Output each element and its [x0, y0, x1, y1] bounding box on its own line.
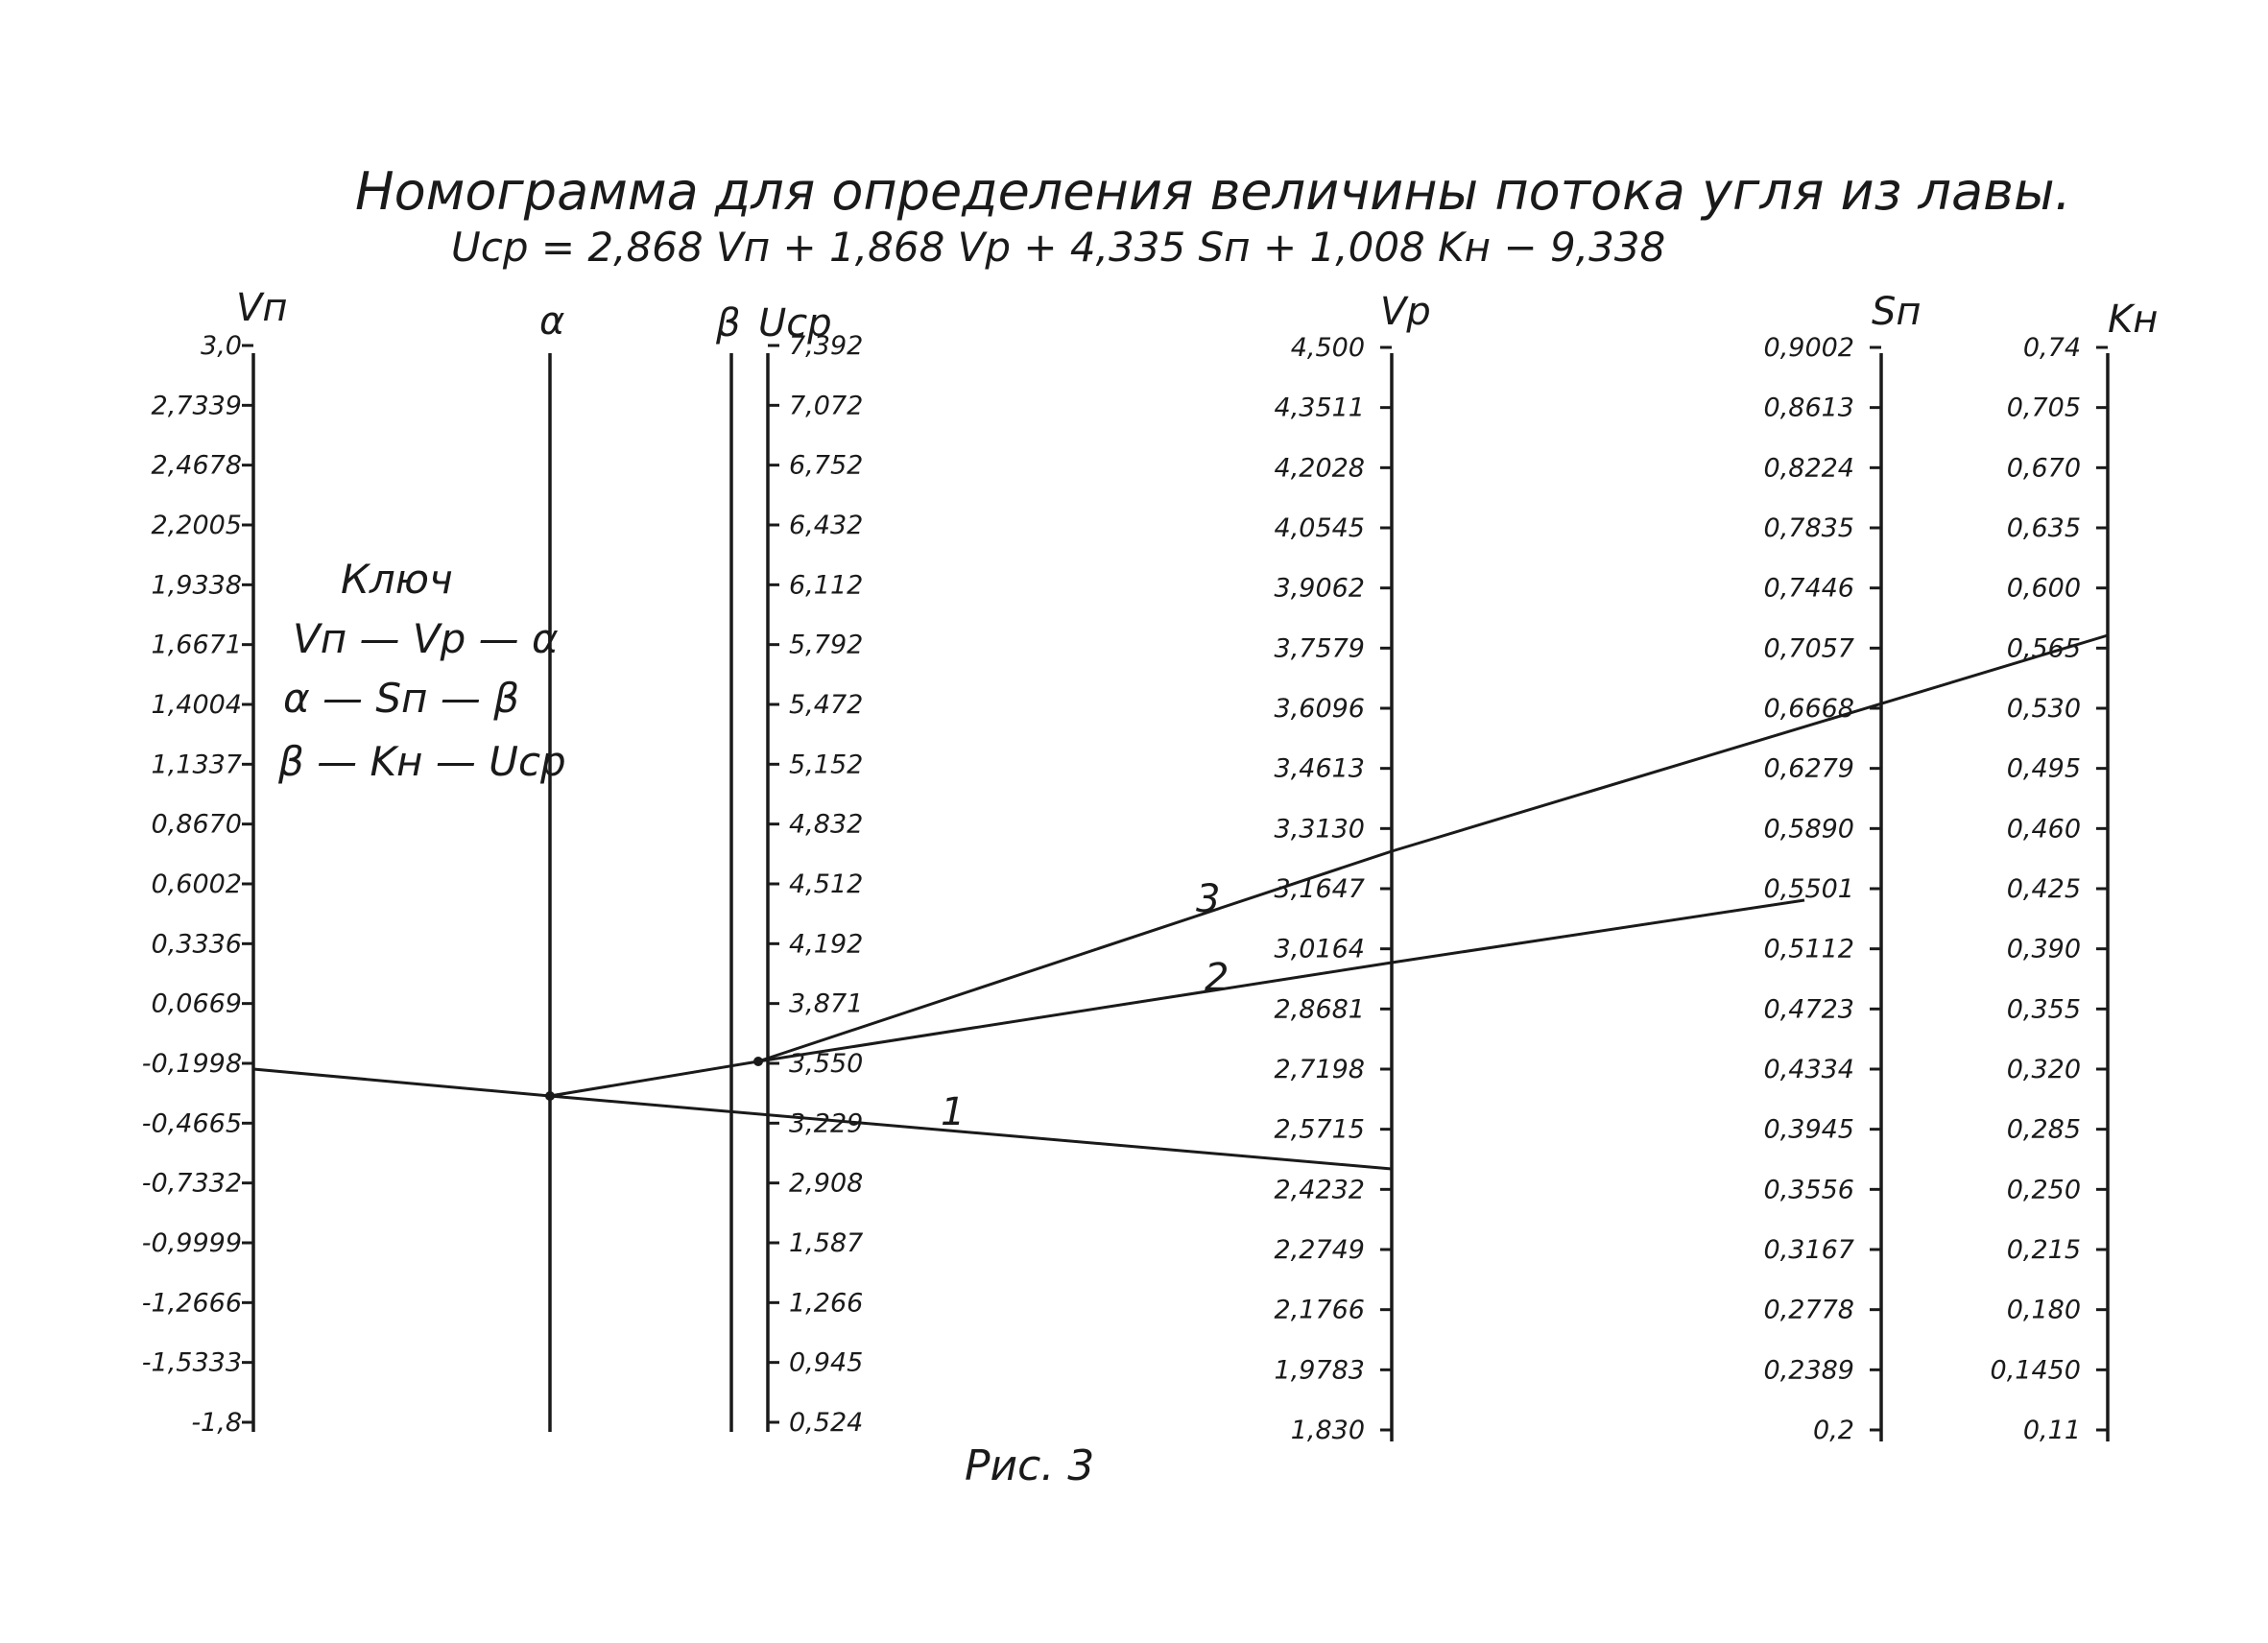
tick-label-kn: 0,250	[2006, 1175, 2081, 1205]
tick-label-vn: 3,0	[201, 331, 242, 361]
tick-label-kn: 0,460	[2006, 814, 2081, 845]
axis-name-sn: Sп	[1872, 290, 1922, 334]
tick-label-vn: 0,8670	[151, 809, 242, 840]
ticks-vp	[1275, 333, 1392, 1445]
axis-name-ucp: Uср	[758, 301, 832, 345]
tick-label-kn: 0,530	[2006, 694, 2081, 724]
tick-label-vn: 1,9338	[151, 570, 242, 601]
axis-name-beta: β	[716, 301, 741, 345]
key-row-1: Vп — Vр — α	[293, 615, 559, 662]
tick-label-vn: 0,0669	[151, 988, 242, 1019]
tick-label-vn: 1,4004	[151, 690, 242, 720]
nomogram-title: Номограмма для определения величины потока угля из лавы.	[355, 161, 2071, 222]
tick-label-kn: 0,495	[2006, 753, 2081, 784]
tick-label-vn: -1,5333	[141, 1347, 242, 1378]
tick-label-vp: 2,4232	[1274, 1175, 1365, 1205]
tick-label-vn: 2,7339	[151, 391, 242, 421]
tick-label-ucp: 4,832	[789, 809, 864, 840]
solution-line-3b	[1392, 635, 2108, 851]
tick-label-vn: -0,9999	[141, 1228, 242, 1258]
tick-label-vn: -0,1998	[141, 1049, 242, 1079]
tick-label-ucp: 4,512	[789, 869, 864, 899]
tick-label-ucp: 7,392	[789, 331, 864, 361]
tick-label-sn: 0,2	[1813, 1416, 1854, 1445]
axis-name-kn: Kн	[2108, 298, 2159, 342]
tick-label-kn: 0,390	[2006, 934, 2081, 964]
tick-label-kn: 0,1450	[1990, 1355, 2081, 1386]
tick-label-vn: 0,6002	[151, 869, 242, 899]
tick-label-vn: 1,1337	[151, 750, 242, 780]
tick-label-kn: 0,355	[2006, 994, 2081, 1025]
tick-label-kn: 0,285	[2006, 1114, 2081, 1145]
tick-label-vp: 3,3130	[1274, 814, 1365, 845]
solution-line-alpha-beta	[550, 1061, 758, 1096]
solution-line-label-2: 2	[1205, 956, 1229, 1000]
tick-label-vp: 2,7198	[1274, 1055, 1365, 1084]
tick-label-ucp: 3,871	[789, 988, 864, 1019]
tick-label-vn: -1,8	[191, 1408, 242, 1438]
key-legend	[277, 556, 566, 785]
nomogram-formula: Uср = 2,868 Vп + 1,868 Vр + 4,335 Sп + 1,008 Kн − 9,338	[451, 224, 1666, 271]
tick-label-kn: 0,180	[2006, 1295, 2081, 1325]
tick-label-vp: 1,830	[1290, 1416, 1365, 1445]
key-row-2: α — Sп — β	[283, 675, 520, 722]
tick-label-ucp: 6,432	[789, 511, 864, 540]
tick-label-kn: 0,670	[2006, 453, 2081, 484]
tick-label-vp: 1,9783	[1274, 1355, 1365, 1386]
tick-label-vp: 4,0545	[1274, 513, 1365, 543]
tick-label-sn: 0,4723	[1763, 994, 1854, 1025]
tick-label-ucp: 0,945	[789, 1347, 864, 1378]
tick-label-kn: 0,425	[2006, 874, 2081, 904]
tick-label-vp: 3,1647	[1274, 874, 1365, 904]
tick-label-kn: 0,215	[2006, 1235, 2081, 1265]
tick-label-ucp: 6,112	[789, 570, 864, 601]
tick-label-kn: 0,11	[2022, 1416, 2081, 1445]
tick-label-ucp: 3,550	[789, 1049, 864, 1079]
tick-label-ucp: 7,072	[789, 391, 864, 421]
tick-label-sn: 0,5890	[1763, 814, 1854, 845]
tick-label-vp: 2,2749	[1274, 1235, 1365, 1265]
tick-label-vn: -0,7332	[141, 1168, 242, 1199]
tick-label-vn: -1,2666	[141, 1288, 242, 1319]
tick-label-sn: 0,7446	[1763, 573, 1854, 604]
tick-label-sn: 0,5112	[1763, 934, 1854, 964]
tick-label-sn: 0,8224	[1763, 453, 1854, 484]
tick-label-sn: 0,2389	[1763, 1355, 1854, 1386]
tick-label-vn: 0,3336	[151, 929, 242, 960]
ticks-vn	[142, 331, 253, 1438]
ticks-kn	[1991, 333, 2108, 1445]
tick-label-sn: 0,9002	[1763, 333, 1854, 363]
tick-label-vp: 4,2028	[1274, 453, 1365, 484]
tick-label-vp: 3,9062	[1274, 573, 1365, 604]
tick-label-vn: 1,6671	[151, 630, 242, 660]
tick-label-vp: 4,3511	[1274, 393, 1365, 423]
tick-label-vp: 2,1766	[1274, 1295, 1365, 1325]
tick-label-ucp: 4,192	[789, 929, 864, 960]
tick-label-ucp: 1,266	[789, 1288, 864, 1319]
ticks-sn	[1764, 333, 1881, 1445]
tick-label-vp: 3,4613	[1274, 753, 1365, 784]
tick-label-ucp: 6,752	[789, 450, 864, 481]
tick-label-sn: 0,7057	[1763, 633, 1854, 664]
tick-label-sn: 0,7835	[1763, 513, 1854, 543]
tick-label-vp: 3,7579	[1274, 633, 1365, 664]
figure-caption: Рис. 3	[965, 1441, 1095, 1490]
tick-label-kn: 0,74	[2022, 333, 2081, 363]
tick-label-kn: 0,320	[2006, 1055, 2081, 1084]
axis-name-vn: Vп	[236, 286, 288, 330]
tick-label-sn: 0,2778	[1763, 1295, 1854, 1325]
tick-label-sn: 0,6668	[1763, 694, 1854, 724]
solution-line-2b	[1392, 900, 1804, 963]
tick-label-kn: 0,635	[2006, 513, 2081, 543]
tick-label-vp: 2,8681	[1274, 994, 1365, 1025]
tick-label-vp: 3,6096	[1274, 694, 1365, 724]
tick-label-ucp: 3,229	[789, 1108, 864, 1139]
tick-label-kn: 0,600	[2006, 573, 2081, 604]
tick-label-vp: 2,5715	[1274, 1114, 1365, 1145]
tick-label-kn: 0,705	[2006, 393, 2081, 423]
tick-label-kn: 0,565	[2006, 633, 2081, 664]
tick-label-sn: 0,6279	[1763, 753, 1854, 784]
tick-label-vp: 4,500	[1290, 333, 1365, 363]
tick-label-sn: 0,3945	[1763, 1114, 1854, 1145]
axis-name-alpha: α	[539, 299, 565, 344]
tick-label-sn: 0,5501	[1763, 874, 1854, 904]
solution-line-label-3: 3	[1196, 877, 1221, 921]
ticks-ucp	[768, 331, 863, 1438]
key-row-3: β — Kн — Uср	[278, 738, 566, 785]
axis-name-vp: Vр	[1380, 290, 1431, 334]
solution-line-1	[550, 1096, 1392, 1169]
solution-line-label-1: 1	[941, 1090, 966, 1134]
key-heading: Ключ	[341, 556, 453, 603]
tick-label-sn: 0,4334	[1763, 1055, 1854, 1084]
tick-label-sn: 0,3167	[1763, 1235, 1854, 1265]
tick-label-ucp: 5,152	[789, 750, 864, 780]
tick-label-sn: 0,8613	[1763, 393, 1854, 423]
tick-label-ucp: 0,524	[789, 1408, 864, 1438]
tick-label-ucp: 5,792	[789, 630, 864, 660]
tick-label-sn: 0,3556	[1763, 1175, 1854, 1205]
tick-label-vp: 3,0164	[1274, 934, 1365, 964]
point-alpha	[545, 1091, 555, 1101]
tick-label-ucp: 1,587	[789, 1228, 864, 1258]
tick-label-vn: 2,2005	[151, 511, 242, 540]
solution-line-vn-alpha	[253, 1069, 550, 1096]
tick-label-vn: -0,4665	[141, 1108, 242, 1139]
point-beta	[753, 1057, 763, 1066]
tick-label-ucp: 2,908	[789, 1168, 864, 1199]
tick-label-ucp: 5,472	[789, 690, 864, 720]
tick-label-vn: 2,4678	[151, 450, 242, 481]
